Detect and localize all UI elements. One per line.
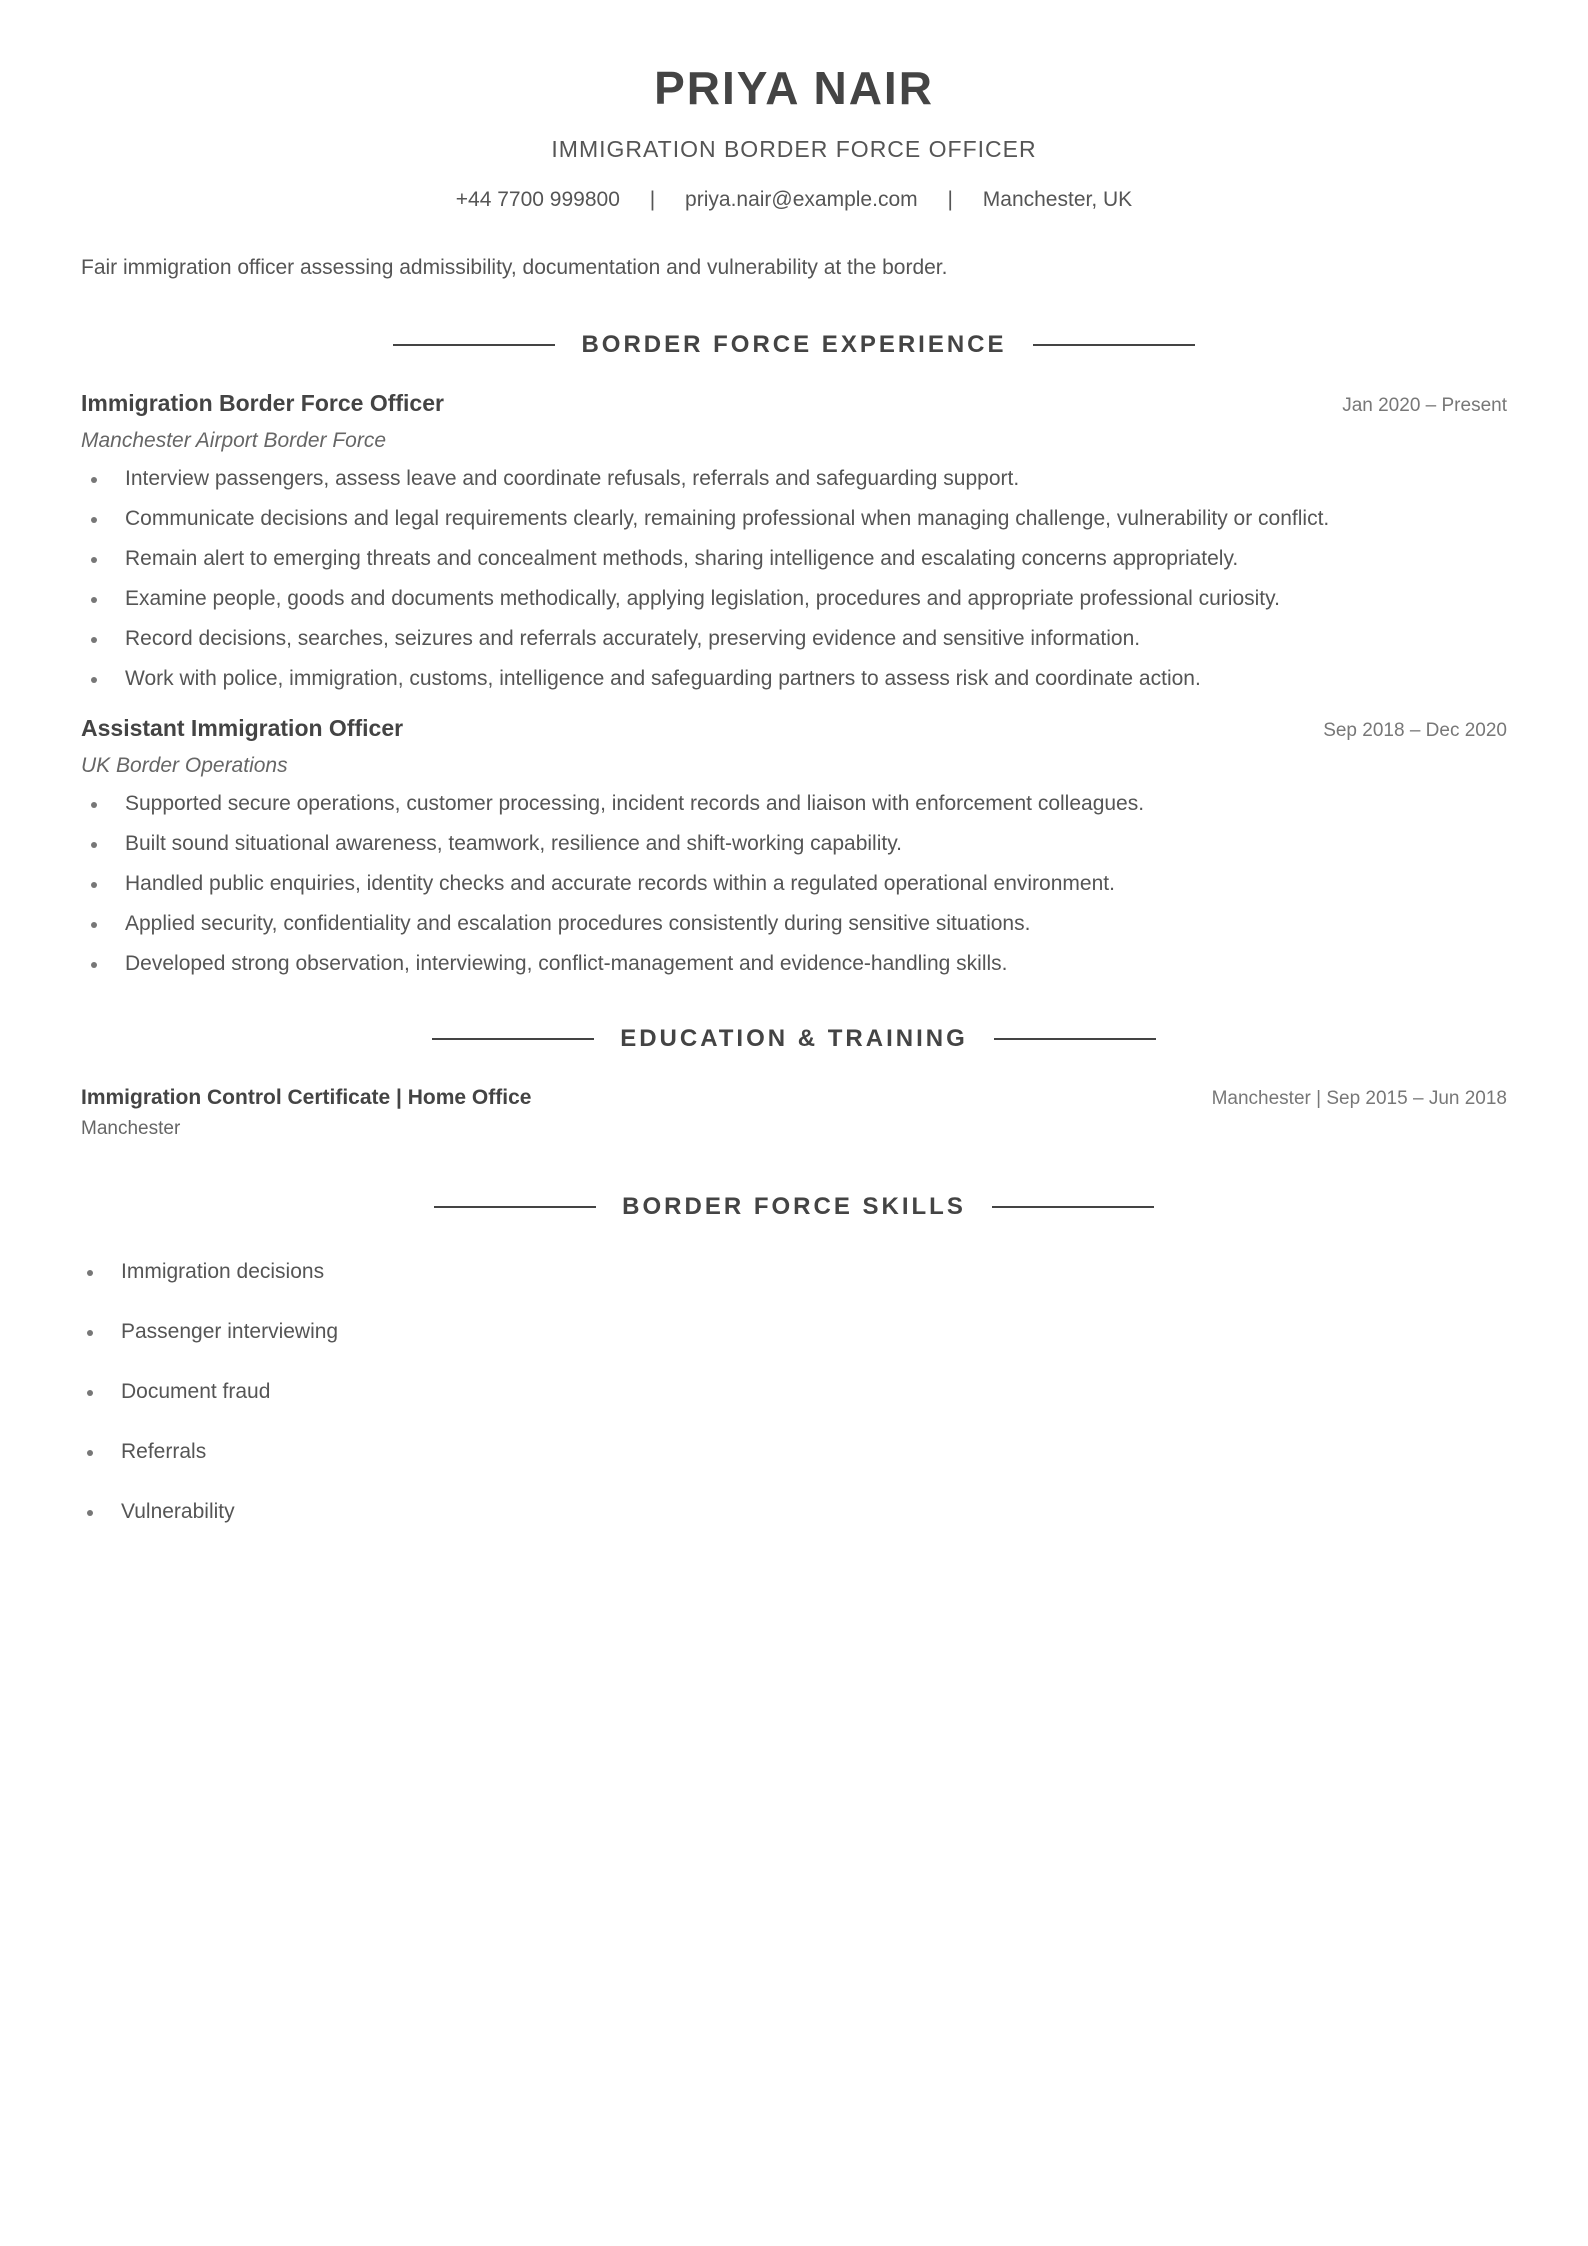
contact-location: Manchester, UK (982, 188, 1133, 211)
candidate-title: IMMIGRATION BORDER FORCE OFFICER (551, 136, 1037, 162)
section-heading-label: BORDER FORCE EXPERIENCE (581, 331, 1007, 358)
heading-rule-left (432, 1038, 594, 1040)
job-title: Immigration Border Force Officer (81, 390, 444, 416)
heading-rule-right (994, 1038, 1156, 1040)
heading-rule-left (393, 344, 555, 346)
skill-item: Document fraud (121, 1378, 1507, 1406)
job-dates: Jan 2020 – Present (1342, 395, 1507, 416)
section-heading-skills (81, 1192, 1507, 1222)
education-entry (81, 1084, 1507, 1142)
skill-item: Vulnerability (121, 1498, 1507, 1526)
job-bullet: Applied security, confidentiality and escalation procedures consistently during sensitive situations. (125, 910, 1507, 938)
profile-summary: Fair immigration officer assessing admissibility, documentation and vulnerability at the border. (81, 256, 948, 279)
contact-phone: +44 7700 999800 (455, 188, 620, 211)
skills-list (81, 1258, 1507, 1526)
section-heading-label: BORDER FORCE SKILLS (622, 1193, 966, 1220)
education-meta: Manchester | Sep 2015 – Jun 2018 (1211, 1088, 1507, 1109)
education-location: Manchester (81, 1118, 181, 1139)
job-organization: Manchester Airport Border Force (81, 429, 387, 452)
job-bullet: Work with police, immigration, customs, intelligence and safeguarding partners to assess risk and coordinate action. (125, 665, 1507, 693)
job-dates: Sep 2018 – Dec 2020 (1323, 720, 1507, 741)
resume-header (81, 0, 1507, 214)
job-entry (81, 713, 1507, 978)
section-heading-label: EDUCATION & TRAINING (620, 1025, 968, 1052)
job-bullet: Supported secure operations, customer processing, incident records and liaison with enforcement colleagues. (125, 790, 1507, 818)
job-bullet: Developed strong observation, interviewing, conflict-management and evidence-handling skills. (125, 950, 1507, 978)
heading-rule-left (434, 1206, 596, 1208)
job-bullet: Communicate decisions and legal requirements clearly, remaining professional when managing challenge, vulnerability or conflict. (125, 505, 1507, 533)
education-title: Immigration Control Certificate | Home Office (81, 1086, 532, 1109)
candidate-name: PRIYA NAIR (654, 62, 934, 114)
contact-line (81, 186, 1507, 214)
job-bullet: Built sound situational awareness, teamwork, resilience and shift-working capability. (125, 830, 1507, 858)
job-organization: UK Border Operations (81, 754, 288, 777)
section-heading-experience (81, 330, 1507, 360)
section-heading-education (81, 1024, 1507, 1054)
job-bullet: Handled public enquiries, identity checks and accurate records within a regulated operational environment. (125, 870, 1507, 898)
job-bullet: Remain alert to emerging threats and concealment methods, sharing intelligence and escalating concerns appropriately. (125, 545, 1507, 573)
heading-rule-right (992, 1206, 1154, 1208)
contact-separator: | (947, 188, 953, 211)
job-header (81, 713, 1507, 744)
job-title: Assistant Immigration Officer (81, 715, 404, 741)
job-bullet: Record decisions, searches, seizures and referrals accurately, preserving evidence and sensitive information. (125, 625, 1507, 653)
heading-rule-right (1033, 344, 1195, 346)
education-header (81, 1084, 1507, 1112)
job-header (81, 388, 1507, 419)
job-bullet-list (81, 465, 1507, 693)
job-bullet: Examine people, goods and documents methodically, applying legislation, procedures and appropriate professional curiosity. (125, 585, 1507, 613)
job-bullet-list (81, 790, 1507, 978)
skill-item: Passenger interviewing (121, 1318, 1507, 1346)
skill-item: Referrals (121, 1438, 1507, 1466)
job-entry (81, 388, 1507, 693)
contact-separator: | (649, 188, 656, 211)
job-bullet: Interview passengers, assess leave and coordinate refusals, referrals and safeguarding support. (125, 465, 1507, 493)
skill-item: Immigration decisions (121, 1258, 1507, 1286)
contact-email: priya.nair@example.com (685, 188, 918, 211)
